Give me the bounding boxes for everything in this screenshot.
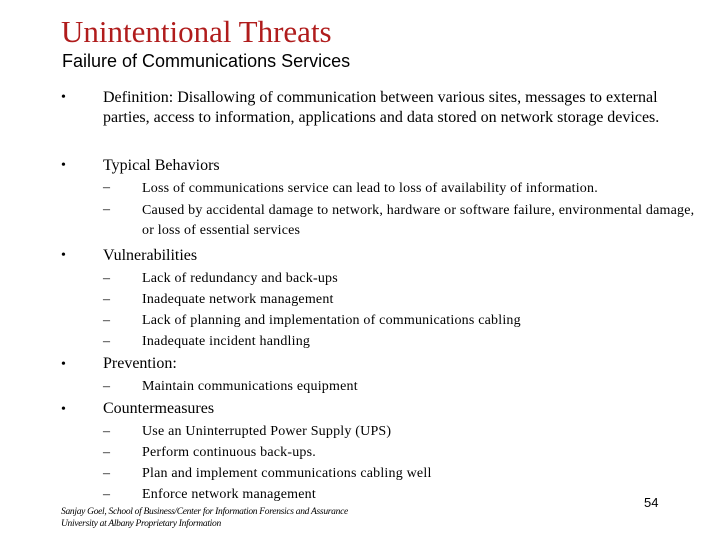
dash-icon: – (103, 202, 110, 217)
dash-icon: – (103, 424, 110, 439)
footer (61, 507, 348, 530)
dash-icon: – (103, 271, 110, 286)
section-countermeasures: Countermeasures (103, 400, 215, 417)
dash-icon: – (103, 292, 110, 307)
list-item: Perform continuous back-ups. (142, 445, 316, 460)
dash-icon: – (103, 313, 110, 328)
dash-icon: – (103, 379, 110, 394)
bullet-icon: • (61, 402, 66, 417)
bullet-icon: • (61, 90, 66, 105)
bullet-icon: • (61, 248, 66, 263)
footer-line-author: Sanjay Goel, School of Business/Center for Information Forensics and Assurance (61, 507, 348, 517)
dash-icon: – (103, 445, 110, 460)
list-item: Inadequate incident handling (142, 334, 311, 349)
dash-icon: – (103, 334, 110, 349)
slide-title: Unintentional Threats (61, 14, 332, 49)
page-number: 54 (644, 495, 659, 510)
section-vulnerabilities: Vulnerabilities (103, 247, 198, 264)
bullet-icon: • (61, 357, 66, 372)
list-item: Use an Uninterrupted Power Supply (UPS) (142, 424, 392, 439)
list-item: Inadequate network management (142, 292, 334, 307)
slide-subtitle: Failure of Communications Services (62, 51, 351, 71)
section-prevention: Prevention: (103, 355, 177, 372)
section-definition: Definition: Disallowing of communication between various sites, messages to external parties, access to information, applications and data stored on network storage devices. (103, 89, 660, 126)
dash-icon: – (103, 487, 110, 502)
dash-icon: – (103, 466, 110, 481)
section-typical-behaviors: Typical Behaviors (103, 157, 220, 174)
list-item: Enforce network management (142, 487, 316, 502)
dash-icon: – (103, 180, 110, 195)
list-item: Loss of communications service can lead to loss of availability of information. (142, 181, 598, 196)
bullet-icon: • (61, 158, 66, 173)
footer-line-proprietary: University at Albany Proprietary Information (61, 518, 221, 529)
list-item: Lack of planning and implementation of communications cabling (142, 313, 521, 328)
list-item: Lack of redundancy and back-ups (142, 271, 338, 286)
list-item: Maintain communications equipment (142, 379, 358, 394)
list-item: Caused by accidental damage to network, hardware or software failure, environmental damage, or loss of essential services (142, 203, 695, 238)
list-item: Plan and implement communications cabling well (142, 466, 432, 481)
